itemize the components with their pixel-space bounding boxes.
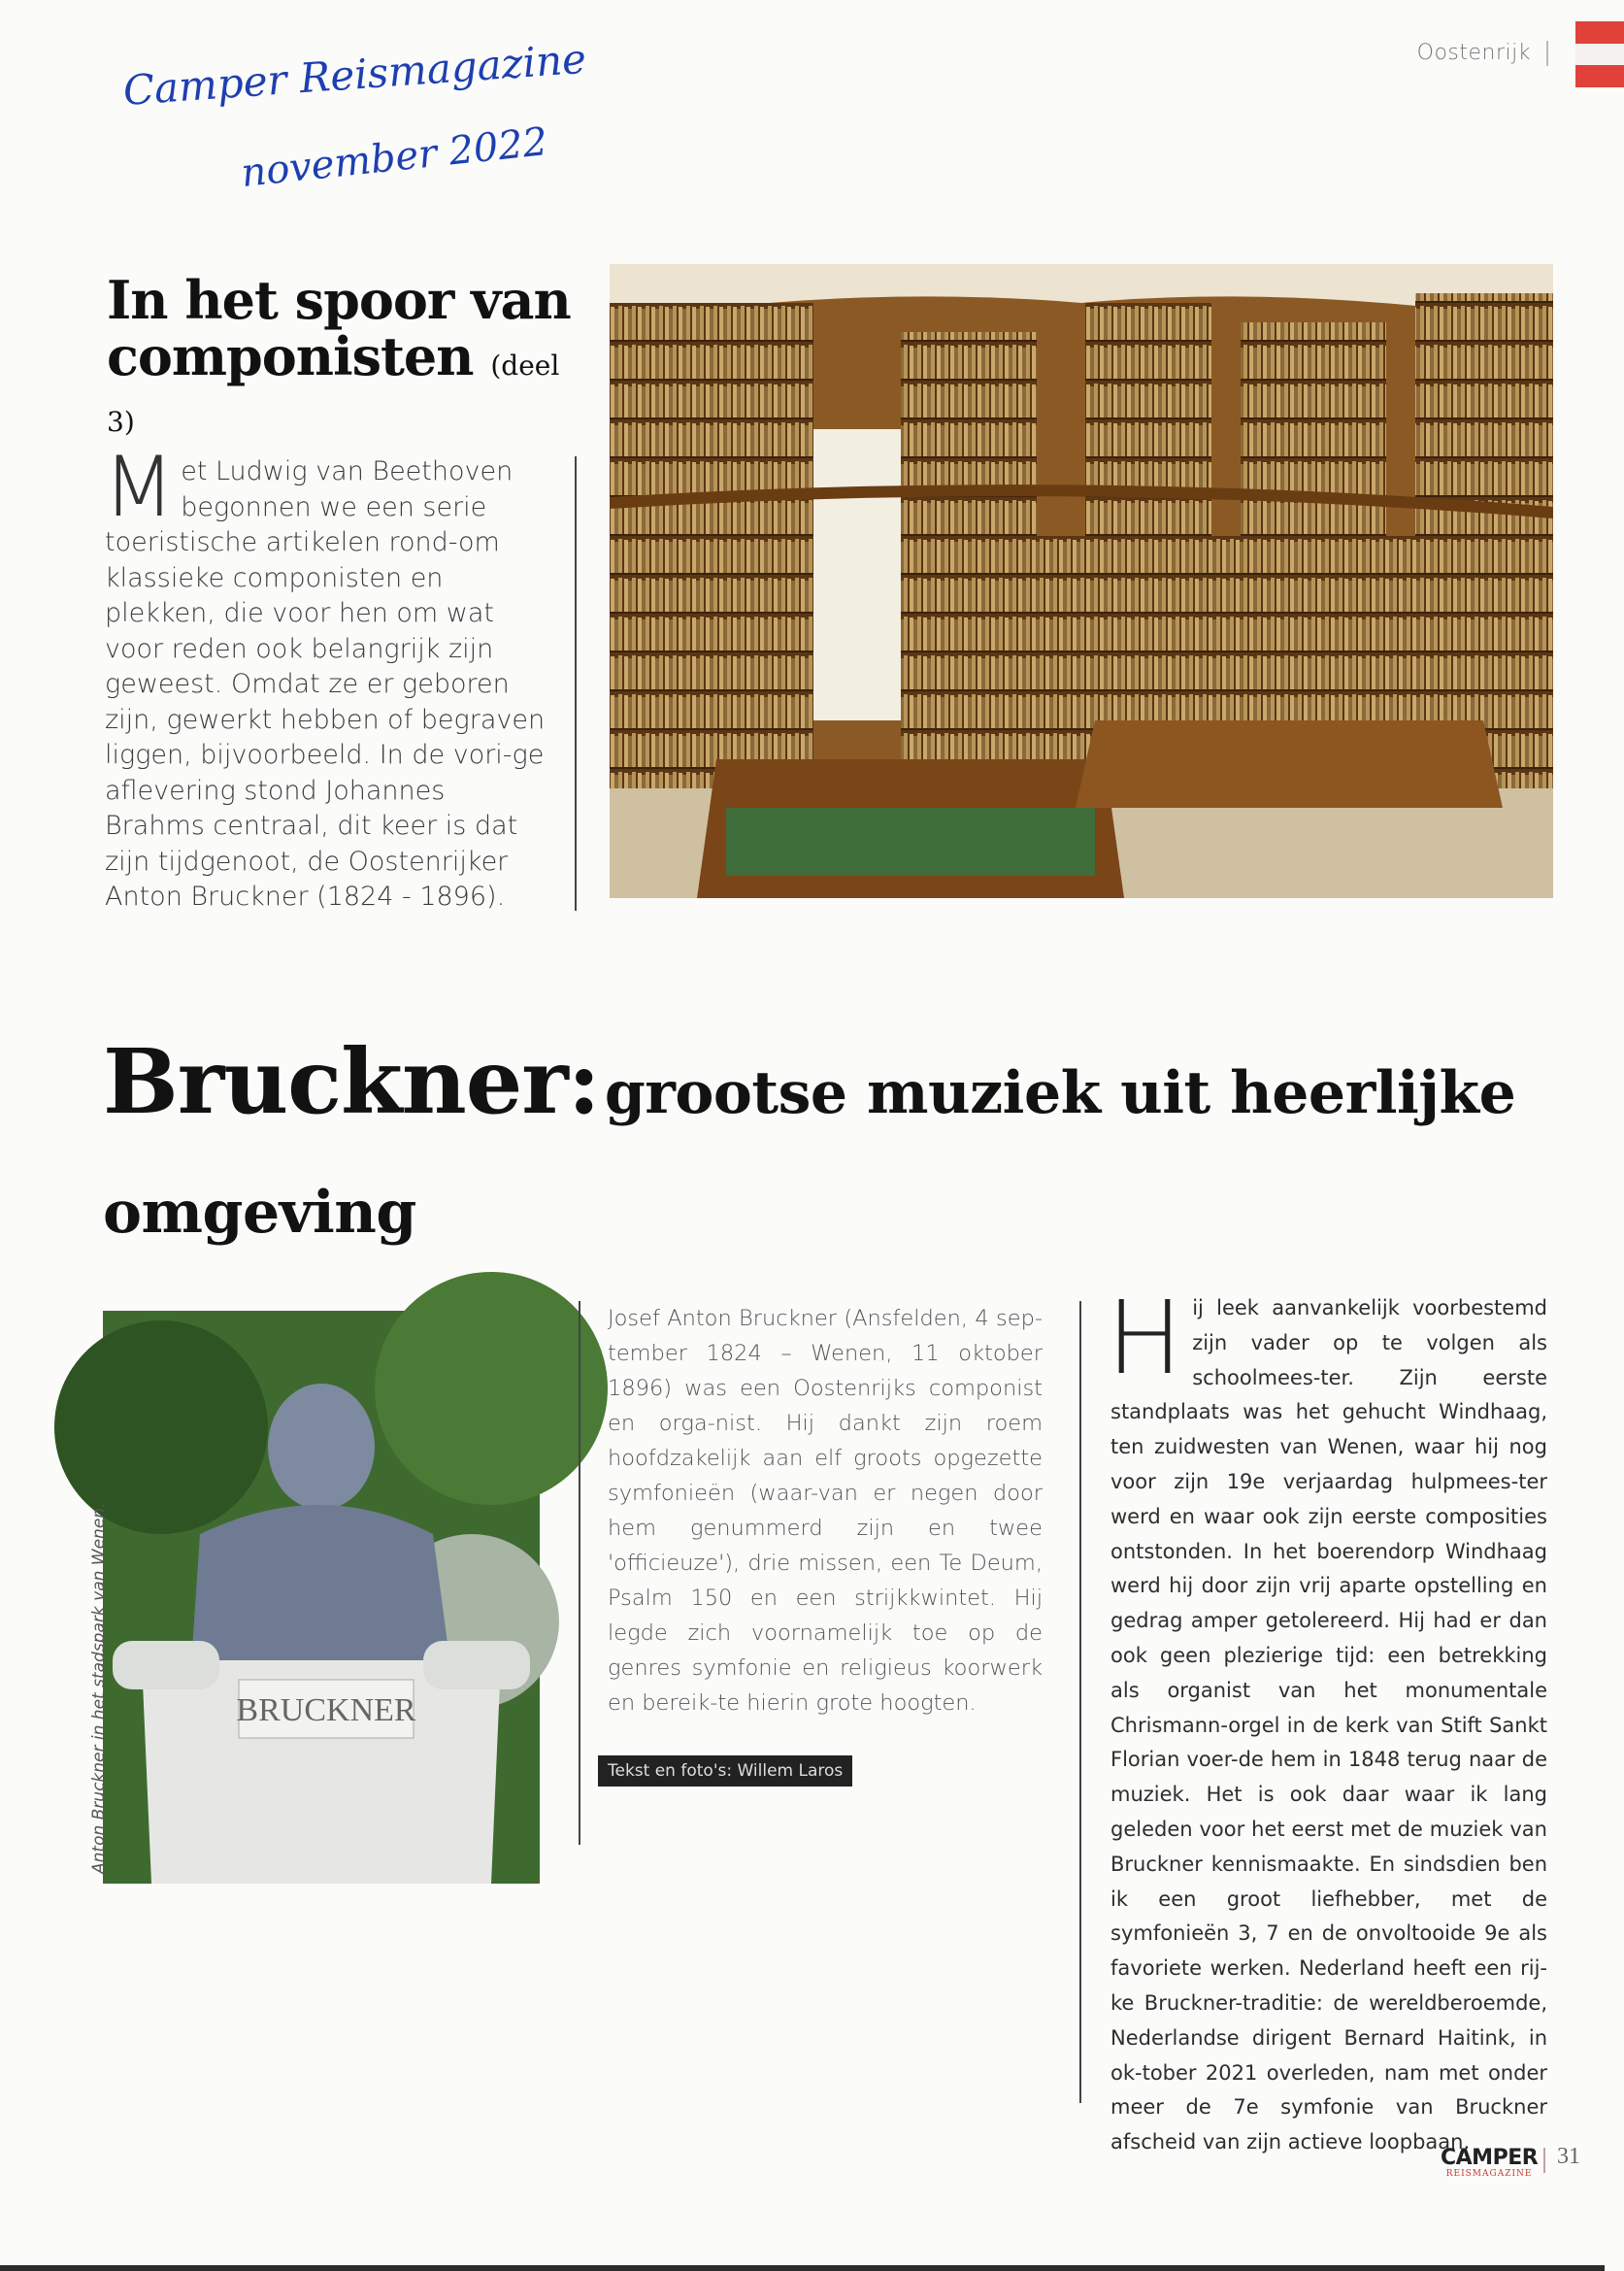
right-column-text	[1107, 1279, 1547, 2160]
right-column-dropcap: H	[1107, 1279, 1183, 1397]
series-part: (deel 3)	[107, 350, 560, 438]
statue-photo-caption: Anton Bruckner in het stadspark van Wenen.	[89, 1502, 109, 1874]
right-column-divider	[1079, 1301, 1081, 2103]
right-column-body: ij leek aanvankelijk voorbestemd zijn vader op te volgen als schoolmees-ter. Zijn eerste standplaats was het gehucht Windhaag, ten zuidwesten van Wenen, waar hij nog voor zijn 19e verjaardag hulpmees-ter werd en waar ook zijn eerste composities ontstonden. In het boerendorp Windhaag werd hij door zijn vrij aparte opstelling en gedrag amper getolereerd. Hij had er dan ook geen plezierige tijd: een betrekking als organist van het monumentale Chrismann-orgel in de kerk van Stift Sankt Florian voer-de hem in 1848 terug naar de muziek. Het is ook daar waar ik lang geleden voor het eerst met de muziek van Bruckner kennismaakte. En sindsdien ben ik een groot liefhebber, met de symfonieën 3, 7 en de onvoltooide 9e als favoriete werken. Nederland heeft een rij-ke Bruckner-traditie: de wereldberoemde, Nederlandse dirigent Bernard Haitink, in ok-tober 2021 overleden, nam met onder meer de 7e symfonie van Bruckner afscheid van zijn actieve loopbaan.	[1110, 1296, 1547, 2154]
middle-column-text: Josef Anton Bruckner (Ansfelden, 4 sep-tember 1824 – Wenen, 11 oktober 1896) was een Oostenrijks componist en orga-nist. Hij dankt zijn roem hoofdzakelijk aan elf groots opgezette symfonieën (waar-van er negen door hem genummerd zijn en twee 'officieuze'), drie missen, een Te Deum, Psalm 150 en een strijkkwintet. Hij legde zich voornamelijk toe op de genres symfonie en religieus koorwerk en bereik-te hierin grote hoogten.	[608, 1306, 1043, 1716]
photo-credit: Tekst en foto's: Willem Laros	[598, 1755, 852, 1787]
magazine-logo	[1441, 2148, 1538, 2179]
intro-body: et Ludwig van Beethoven begonnen we een serie toeristische artikelen rond-om klassieke componisten en plekken, die voor hen om wat voor reden ook belangrijk zijn geweest. Omdat ze er geboren zijn, gewerkt hebben of begraven liggen, bijvoorbeeld. In de vori-ge aflevering stond Johannes Brahms centraal, dit keer is dat zijn tijdgenoot, de Oostenrijker Anton Bruckner (1824 - 1896).	[105, 456, 546, 912]
austria-flag-icon	[1575, 21, 1624, 87]
middle-column-divider	[579, 1301, 580, 1845]
intro-dropcap: M	[103, 439, 176, 536]
logo-main: CAMPER	[1441, 2146, 1539, 2170]
intro-text	[103, 439, 551, 916]
statue-plaque-text: BRUCKNER	[236, 1692, 416, 1728]
page-number: 31	[1557, 2144, 1580, 2169]
article-headline	[103, 1029, 1559, 1280]
series-title-text: In het spoor van componisten	[107, 269, 571, 387]
statue-photo	[103, 1311, 540, 1884]
library-illustration	[610, 264, 1553, 898]
headline-main: Bruckner:	[103, 1029, 600, 1134]
section-label: Oostenrijk	[1416, 41, 1531, 65]
headline-sub: grootse muziek uit heerlijke omgeving	[103, 1059, 1516, 1247]
handwritten-note	[116, 34, 588, 214]
logo-sub: REISMAGAZINE	[1445, 2169, 1533, 2179]
scan-edge	[0, 2265, 1605, 2271]
statue-illustration	[103, 1311, 540, 1884]
intro-divider	[575, 456, 577, 911]
handwritten-line-1: Camper Reismagazine	[121, 34, 588, 115]
footer-divider	[1543, 2148, 1545, 2173]
section-divider	[1546, 41, 1548, 66]
library-photo	[610, 264, 1553, 898]
series-title	[107, 269, 573, 441]
handwritten-line-2: november 2022	[239, 119, 550, 196]
